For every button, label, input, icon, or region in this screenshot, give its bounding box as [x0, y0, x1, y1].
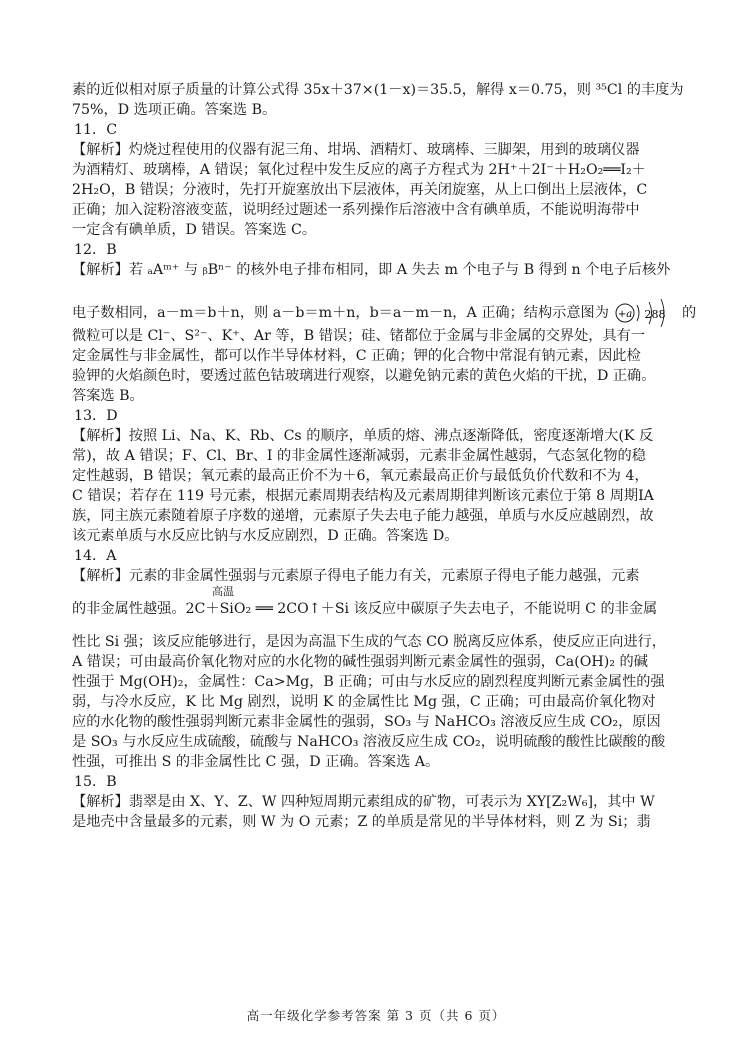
text-segment: 电子数相同，a－m＝b＋n，则 a－b＝m＋n，b＝a－m－n，A 正确；结构示意图为: [72, 305, 609, 321]
text-line: 正确；加入淀粉溶液变蓝，说明经过题述一系列操作后溶液中含有碘单质，不能说明海带中: [72, 202, 640, 218]
text-line: 是 SO₃ 与水反应生成硫酸，硫酸与 NaHCO₃ 溶液反应生成 CO₂，说明硫酸的酸性比碳酸的酸: [72, 734, 666, 750]
text-line: C 错误；若存在 119 号元素，根据元素周期表结构及元素周期律判断该元素位于第 8 周期ⅠA: [72, 488, 654, 504]
text-line: 该元素单质与水反应比钠与水反应剧烈，D 正确。答案选 D。: [72, 528, 459, 544]
text-line: 【解析】灼烧过程使用的仪器有泥三角、坩埚、酒精灯、玻璃棒、三脚架，用到的玻璃仪器: [72, 142, 640, 158]
reaction-line: [72, 585, 692, 619]
page-footer: 高一年级化学参考答案 第 3 页（共 6 页）: [246, 1008, 506, 1023]
question-number: 13．D: [74, 408, 118, 424]
text-line: 【解析】按照 Li、Na、K、Rb、Cs 的顺序，单质的熔、沸点逐渐降低，密度逐渐增大(K 反: [72, 428, 654, 444]
text-line: 应的水化物的酸性强弱判断元素非金属性的强弱，SO₃ 与 NaHCO₃ 溶液反应生成 CO₂，原因: [72, 714, 661, 730]
text-segment: 的: [681, 305, 697, 321]
text-line: 【解析】翡翠是由 X、Y、Z、W 四种短周期元素组成的矿物，可表示为 XY[Z₂W₆]，其中 W: [72, 794, 655, 810]
question-number: 12．B: [74, 242, 117, 258]
question-number: 15．B: [74, 774, 117, 790]
text-line: 性强，可推出 S 的非金属性比 C 强，D 正确。答案选 A。: [72, 754, 440, 770]
text-line: 性强于 Mg(OH)₂，金属性：Ca>Mg，B 正确；可由与水反应的剧烈程度判断元素金属性的强: [72, 674, 665, 690]
text-line: 族，同主族元素随着原子序数的递增，元素原子失去电子能力越强，单质与水反应越剧烈，故: [72, 508, 654, 524]
text-line: 【解析】元素的非金属性强弱与元素原子得电子能力有关，元素原子得电子能力越强，元素: [72, 568, 640, 584]
text-line: 定性越弱，B 错误；氧元素的最高正价不为＋6，氧元素最高正价与最低负价代数和不为 4，: [72, 468, 649, 484]
text-line: 定金属性与非金属性，都可以作半导体材料，C 正确；钾的化合物中常混有钠元素，因此检: [72, 348, 641, 364]
reaction-condition: 高温: [212, 585, 234, 598]
text-line: 微粒可以是 Cl⁻、S²⁻、K⁺、Ar 等，B 错误；硅、锗都位于金属与非金属的交界处，具有一: [72, 328, 646, 344]
question-number: 14．A: [74, 548, 117, 564]
text-line: 验钾的火焰颜色时，要透过蓝色钴玻璃进行观察，以避免钠元素的黄色火焰的干扰，D 正确。: [72, 368, 656, 384]
text-segment: 的非金属性越强。2C＋SiO₂ ══ 2CO↑＋Si 该反应中碳原子失去电子，不能说明 C 的非金属: [72, 601, 658, 617]
question-number: 11．C: [74, 122, 118, 138]
text-line: 2H₂O，B 错误；分液时，先打开旋塞放出下层液体，再关闭旋塞，从上口倒出上层液体，C: [72, 182, 648, 198]
text-line: 是地壳中含量最多的元素，则 W 为 O 元素；Z 的单质是常见的半导体材料，则 Z 为 Si；翡: [72, 814, 651, 830]
text-line: 【解析】若 ₐAᵐ⁺ 与 ᵦBⁿ⁻ 的核外电子排布相同，即 A 失去 m 个电子与 B 得到 n 个电子后核外: [72, 262, 671, 278]
shell-electrons: 288: [644, 308, 666, 321]
text-line: 常)，故 A 错误；F、Cl、Br、I 的非金属性逐渐减弱，元素非金属性越弱，气态氢化物的稳: [72, 448, 646, 464]
text-line: 性比 Si 强；该反应能够进行，是因为高温下生成的气态 CO 脱离反应体系，使反应正向进行，: [72, 634, 666, 650]
text-line: 答案选 B。: [72, 388, 144, 404]
nucleus-charge: +a: [618, 309, 633, 320]
text-line: 素的近似相对原子质量的计算公式得 35x＋37×(1－x)＝35.5，解得 x＝0.75，则 ³⁵Cl 的丰度为: [72, 82, 684, 98]
document-body: [72, 80, 697, 832]
text-line-with-diagram: [72, 293, 697, 321]
text-line: 一定含有碘单质，D 错误。答案选 C。: [72, 222, 317, 238]
text-line: 75%，D 选项正确。答案选 B。: [72, 102, 277, 118]
text-line: A 错误；可由最高价氧化物对应的水化物的碱性强弱判断元素金属性的强弱，Ca(OH)₂ 的碱: [72, 654, 648, 670]
text-line: 弱，与冷水反应，K 比 Mg 剧烈，说明 K 的金属性比 Mg 强，C 正确；可由最高价氧化物对: [72, 694, 656, 710]
text-line: 为酒精灯、玻璃棒，A 错误；氧化过程中发生反应的离子方程式为 2H⁺＋2I⁻＋H₂O₂══I₂＋: [72, 162, 646, 178]
